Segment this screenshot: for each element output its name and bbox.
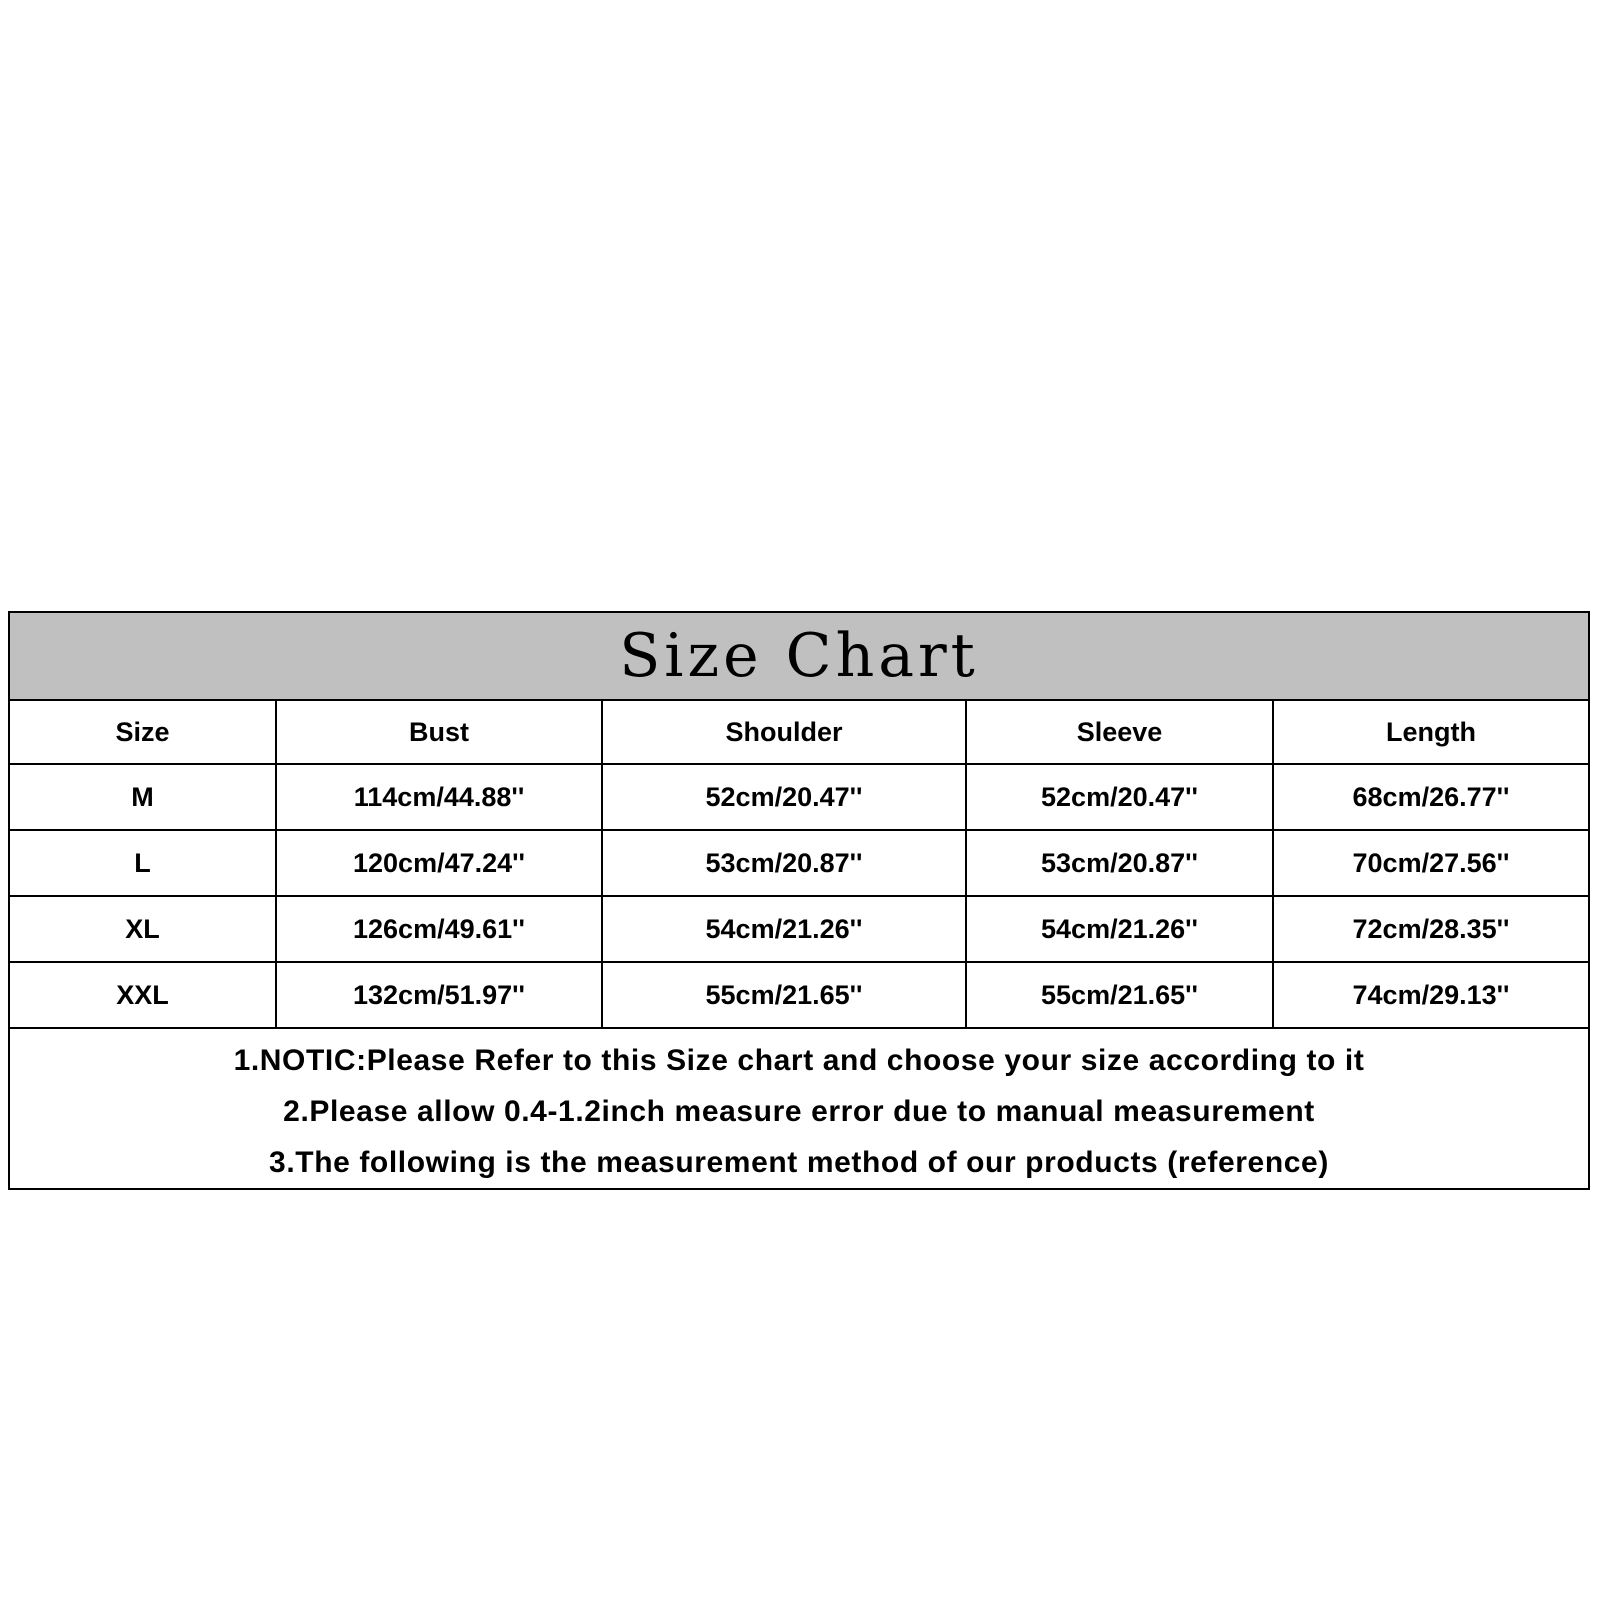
note-2: 2.Please allow 0.4-1.2inch measure error due to manual measurement [283,1095,1315,1128]
cell-size: M [10,764,276,830]
cell-bust: 120cm/47.24'' [276,830,602,896]
header-sleeve: Sleeve [966,701,1273,764]
cell-shoulder: 55cm/21.65'' [602,962,966,1028]
cell-shoulder: 54cm/21.26'' [602,896,966,962]
header-bust: Bust [276,701,602,764]
notes-section [10,1029,1588,1188]
cell-length: 68cm/26.77'' [1273,764,1588,830]
cell-sleeve: 52cm/20.47'' [966,764,1273,830]
size-table [10,701,1588,1029]
cell-shoulder: 52cm/20.47'' [602,764,966,830]
size-chart [8,611,1590,1190]
note-3: 3.The following is the measurement method of our products (reference) [269,1146,1329,1179]
table-row [10,896,1588,962]
cell-size: XL [10,896,276,962]
table-row [10,764,1588,830]
cell-bust: 114cm/44.88'' [276,764,602,830]
cell-length: 74cm/29.13'' [1273,962,1588,1028]
cell-shoulder: 53cm/20.87'' [602,830,966,896]
cell-size: L [10,830,276,896]
cell-sleeve: 53cm/20.87'' [966,830,1273,896]
chart-title: Size Chart [619,621,979,691]
note-1: 1.NOTIC:Please Refer to this Size chart and choose your size according to it [233,1044,1365,1077]
table-row [10,962,1588,1028]
table-row [10,830,1588,896]
title-bar [10,613,1588,701]
header-shoulder: Shoulder [602,701,966,764]
cell-size: XXL [10,962,276,1028]
header-length: Length [1273,701,1588,764]
cell-bust: 126cm/49.61'' [276,896,602,962]
cell-length: 70cm/27.56'' [1273,830,1588,896]
cell-bust: 132cm/51.97'' [276,962,602,1028]
header-row [10,701,1588,764]
cell-sleeve: 55cm/21.65'' [966,962,1273,1028]
header-size: Size [10,701,276,764]
cell-length: 72cm/28.35'' [1273,896,1588,962]
cell-sleeve: 54cm/21.26'' [966,896,1273,962]
